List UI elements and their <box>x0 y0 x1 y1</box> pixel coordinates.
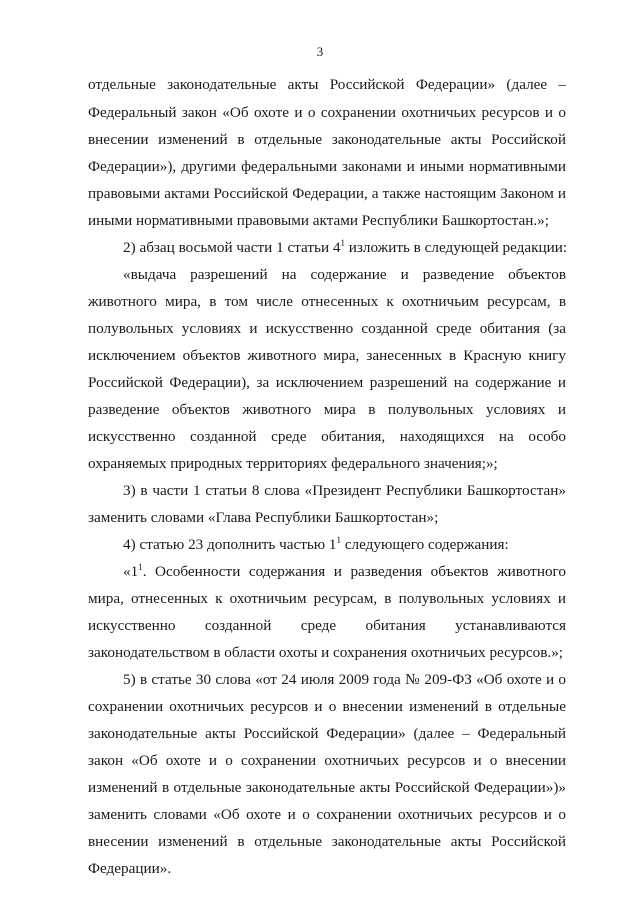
text-line: закон «Об охоте и о сохранении охотничьих ресурсов и о внесении <box>88 752 566 769</box>
text-line: иными нормативными правовыми актами Республики Башкортостан.»; <box>88 212 549 229</box>
page-number: 3 <box>316 44 324 59</box>
text-line: заменить словами «Об охоте и о сохранении охотничьих ресурсов и о <box>88 806 566 823</box>
text-line: Федерации». <box>88 860 172 877</box>
text-line: законодательные акты Российской Федерации» (далее – Федеральный <box>88 725 566 742</box>
text-line: охраняемых природных территориях федерального значения;»; <box>88 455 498 472</box>
text-line: внесении изменений в отдельные законодательные акты Российской <box>88 131 566 148</box>
text-line: 3) в части 1 статьи 8 слова «Президент Республики Башкортостан» <box>123 482 566 499</box>
text-line: «выдача разрешений на содержание и разведение объектов <box>123 266 566 283</box>
superscript: 1 <box>138 562 143 572</box>
text-line: животного мира, в том числе отнесенных к охотничьим ресурсам, в <box>88 293 566 310</box>
text-line: законодательством в области охоты и сохранения охотничьих ресурсов.»; <box>88 644 564 661</box>
text-line: 5) в статье 30 слова «от 24 июля 2009 года № 209-ФЗ «Об охоте и о <box>123 671 566 688</box>
text-line: внесении изменений в отдельные законодательные акты Российской <box>88 833 566 850</box>
superscript: 1 <box>340 238 345 248</box>
text-fragment: «1 <box>123 563 139 580</box>
text-fragment: 4) статью 23 дополнить частью 1 <box>123 536 337 553</box>
text-line: сохранении охотничьих ресурсов и о внесении изменений в отдельные <box>88 698 566 715</box>
text-line: Федеральный закон «Об охоте и о сохранении охотничьих ресурсов и о <box>88 104 566 121</box>
text-line: искусственно созданной среде обитания устанавливаются <box>88 617 566 634</box>
text-line: Федерации»), другими федеральными законами и иными нормативными <box>88 158 566 175</box>
superscript: 1 <box>336 535 342 545</box>
text-line: мира, отнесенных к охотничьим ресурсам, в полувольных условиях и <box>88 590 566 607</box>
text-line: исключением объектов животного мира, занесенных в Красную книгу <box>88 347 566 364</box>
text-fragment: следующего содержания: <box>341 536 509 553</box>
text-line: отдельные законодательные акты Российской Федерации» (далее – <box>88 76 566 93</box>
text-fragment: . Особенности содержания и разведения объектов животного <box>142 563 566 580</box>
text-line <box>123 535 509 554</box>
text-line: Российской Федерации), за исключением разрешений на содержание и <box>88 374 566 391</box>
text-fragment: изложить в следующей редакции: <box>344 239 568 256</box>
text-line: полувольных условиях и искусственно созданной среде обитания (за <box>88 320 566 337</box>
text-line: искусственно созданной среде обитания, находящихся на особо <box>88 428 566 445</box>
text-fragment: 2) абзац восьмой части 1 статьи 4 <box>123 239 341 256</box>
text-line <box>123 238 567 257</box>
text-line: правовыми актами Российской Федерации, а также настоящим Законом и <box>88 185 566 202</box>
text-line: разведение объектов животного мира в полувольных условиях и <box>88 401 566 418</box>
text-line: заменить словами «Глава Республики Башкортостан»; <box>88 509 439 526</box>
text-line <box>123 562 566 581</box>
text-line: изменений в отдельные законодательные акты Российской Федерации»)» <box>88 779 566 796</box>
